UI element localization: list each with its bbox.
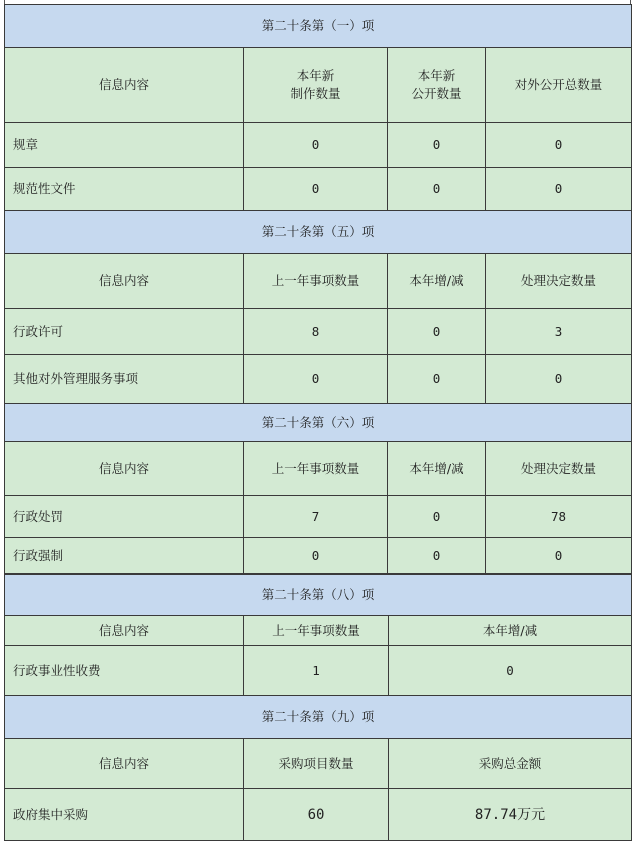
section-title: 第二十条第（六）项 <box>5 404 632 442</box>
cell-value: 0 <box>244 355 388 404</box>
disclosure-table <box>4 4 631 841</box>
col-header-new-published-text: 本年新 公开数量 <box>411 68 462 101</box>
col-header-content: 信息内容 <box>5 254 244 309</box>
col-header-change: 本年增/减 <box>388 442 486 496</box>
section-title: 第二十条第（九）项 <box>5 696 632 739</box>
col-header-prev-count: 上一年事项数量 <box>244 442 388 496</box>
col-header-prev-count: 上一年事项数量 <box>244 616 389 646</box>
col-header-change: 本年增/减 <box>389 616 632 646</box>
cell-value: 0 <box>388 309 486 355</box>
col-header-new-published <box>388 48 486 123</box>
row-label: 政府集中采购 <box>5 789 244 841</box>
table-row <box>5 355 632 404</box>
table-row <box>5 538 632 574</box>
col-header-decisions: 处理决定数量 <box>486 254 632 309</box>
cell-value: 0 <box>388 496 486 538</box>
cell-value: 0 <box>388 355 486 404</box>
row-label: 规章 <box>5 123 244 168</box>
cell-value: 0 <box>486 123 632 168</box>
cell-value: 78 <box>486 496 632 538</box>
table-row <box>5 496 632 538</box>
col-header-decisions: 处理决定数量 <box>486 442 632 496</box>
column-header-row <box>5 254 632 309</box>
section-title: 第二十条第（八）项 <box>5 575 632 616</box>
table-row <box>5 168 632 211</box>
cell-value: 0 <box>244 123 388 168</box>
cell-value: 0 <box>388 538 486 574</box>
cell-value: 0 <box>486 538 632 574</box>
column-header-row <box>5 442 632 496</box>
col-header-new-made <box>244 48 388 123</box>
section-header-9 <box>5 696 632 739</box>
column-header-row <box>5 739 632 789</box>
cell-value: 0 <box>486 168 632 211</box>
section-header-1 <box>5 5 632 48</box>
col-header-prev-count: 上一年事项数量 <box>244 254 388 309</box>
section-header-5 <box>5 211 632 254</box>
col-header-content: 信息内容 <box>5 739 244 789</box>
col-header-purchase-amount: 采购总金额 <box>389 739 632 789</box>
col-header-new-made-text: 本年新 制作数量 <box>290 68 341 101</box>
cell-value: 0 <box>244 168 388 211</box>
cell-value: 3 <box>486 309 632 355</box>
col-header-content: 信息内容 <box>5 442 244 496</box>
section-header-8 <box>5 575 632 616</box>
col-header-purchase-count: 采购项目数量 <box>244 739 389 789</box>
section-header-6 <box>5 404 632 442</box>
column-header-row <box>5 48 632 123</box>
cell-value: 0 <box>388 168 486 211</box>
amount-value: 87.74 <box>474 806 518 823</box>
row-label: 行政强制 <box>5 538 244 574</box>
table-row <box>5 309 632 355</box>
col-header-content: 信息内容 <box>5 616 244 646</box>
col-header-content: 信息内容 <box>5 48 244 123</box>
row-label: 行政事业性收费 <box>5 646 244 696</box>
row-label: 行政处罚 <box>5 496 244 538</box>
amount-unit: 万元 <box>517 806 546 823</box>
cell-value: 1 <box>244 646 389 696</box>
cell-value: 7 <box>244 496 388 538</box>
row-label: 行政许可 <box>5 309 244 355</box>
row-label: 其他对外管理服务事项 <box>5 355 244 404</box>
cell-value: 0 <box>244 538 388 574</box>
cell-value: 8 <box>244 309 388 355</box>
col-header-total-published: 对外公开总数量 <box>486 48 632 123</box>
cell-value: 0 <box>486 355 632 404</box>
section-title: 第二十条第（五）项 <box>5 211 632 254</box>
row-label: 规范性文件 <box>5 168 244 211</box>
cell-value: 60 <box>244 789 389 841</box>
column-header-row <box>5 616 632 646</box>
col-header-change: 本年增/减 <box>388 254 486 309</box>
cell-amount <box>389 789 632 841</box>
section-title: 第二十条第（一）项 <box>5 5 632 48</box>
table-row <box>5 789 632 841</box>
cell-value: 0 <box>388 123 486 168</box>
table-row <box>5 123 632 168</box>
cell-value: 0 <box>389 646 632 696</box>
table-row <box>5 646 632 696</box>
